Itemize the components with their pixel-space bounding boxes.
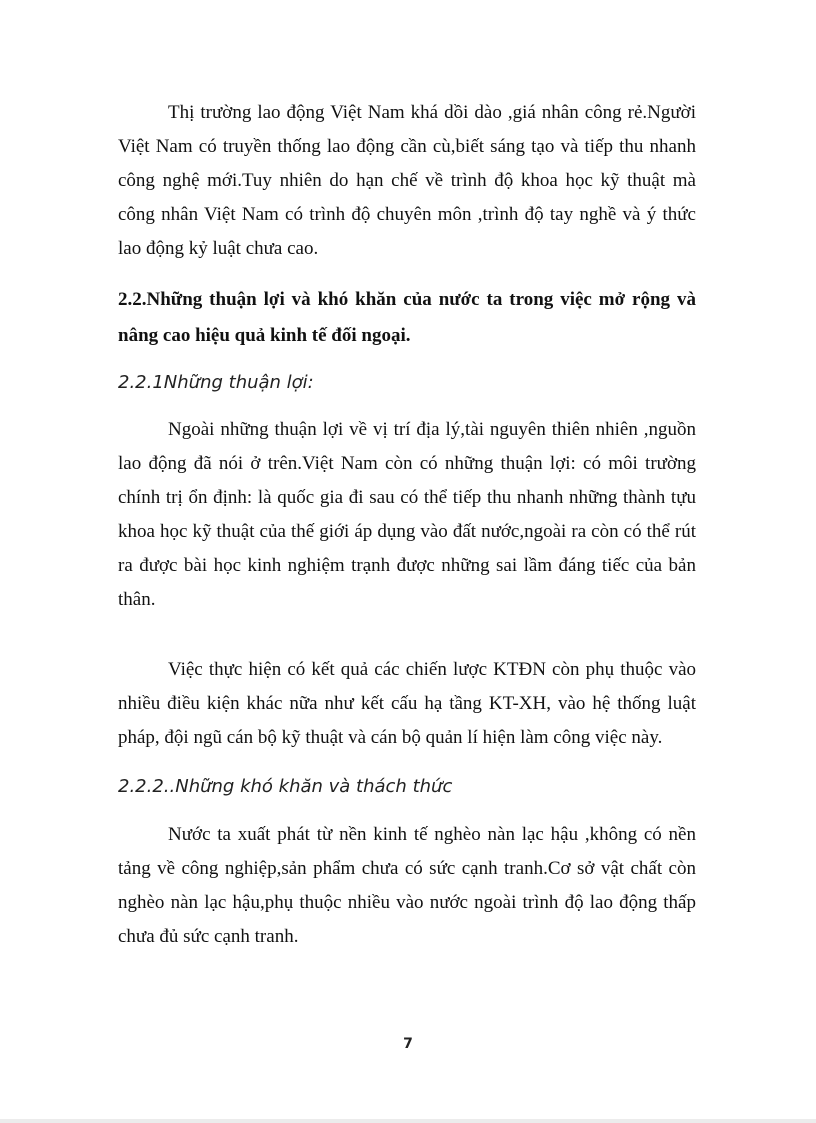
paragraph-advantages: Ngoài những thuận lợi về vị trí địa lý,tài nguyên thiên nhiên ,nguồn lao động đã nói ở trên.Việt Nam còn có những thuận lợi: có môi trường chính trị ổn định: là quốc gia đi sau có thể tiếp thu nhanh những thành tựu khoa học kỹ thuật của thế giới áp dụng vào đất nước,ngoài ra còn có thể rút ra được bài học kinh nghiệm trạnh được những sai lầm đáng tiếc của bản thân.	[118, 419, 696, 610]
page-number: 7	[403, 1036, 413, 1052]
section-heading: 2.2.Những thuận lợi và khó khăn của nước ta trong việc mở rộng và nâng cao hiệu quả kinh tế đối ngoại.	[118, 289, 696, 346]
paragraph-labor-market: Thị trường lao động Việt Nam khá dồi dào ,giá nhân công rẻ.Người Việt Nam có truyền thống lao động cần cù,biết sáng tạo và tiếp thu nhanh công nghệ mới.Tuy nhiên do hạn chế về trình độ khoa học kỹ thuật mà công nhân Việt Nam có trình độ chuyên môn ,trình độ tay nghề và ý thức lao động kỷ luật chưa cao.	[118, 102, 696, 259]
paragraph-difficulties: Nước ta xuất phát từ nền kinh tế nghèo nàn lạc hậu ,không có nền tảng về công nghiệp,sản phẩm chưa có sức cạnh tranh.Cơ sở vật chất còn nghèo nàn lạc hậu,phụ thuộc nhiều vào nước ngoài trình độ lao động thấp chưa đủ sức cạnh tranh.	[118, 824, 696, 947]
paragraph-strategy: Việc thực hiện có kết quả các chiến lược KTĐN còn phụ thuộc vào nhiều điều kiện khác nữa như kết cấu hạ tầng KT-XH, vào hệ thống luật pháp, đội ngũ cán bộ kỹ thuật và cán bộ quản lí hiện làm công việc này.	[118, 659, 696, 748]
page-bottom-edge	[0, 1119, 816, 1123]
subheading-advantages: 2.2.1Những thuận lợi:	[118, 372, 314, 393]
subheading-difficulties: 2.2.2..Những khó khăn và thách thức	[118, 776, 453, 797]
